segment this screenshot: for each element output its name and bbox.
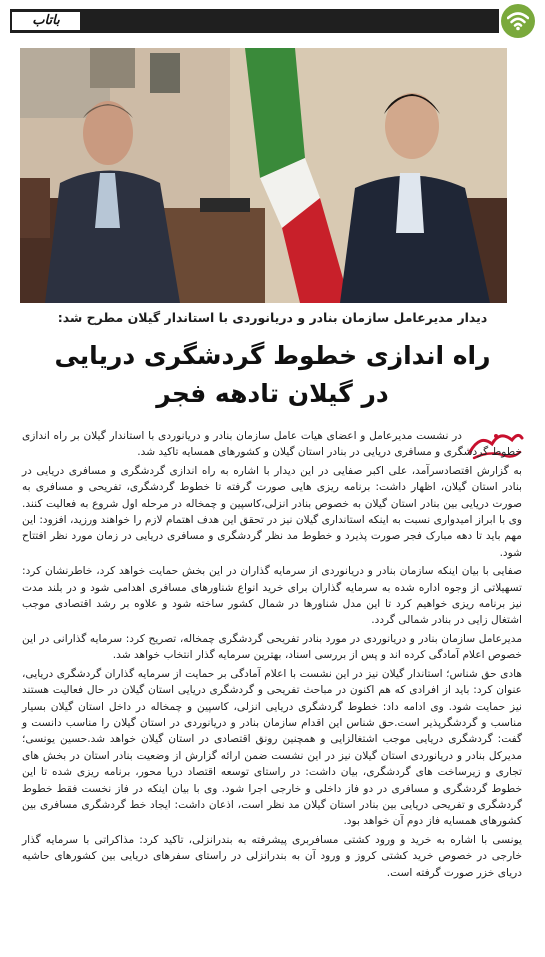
paragraph: مدیرعامل سازمان بنادر و دریانوردی در مورد بنادر تفریحی گردشگری چمخاله، تصریح کرد: سرمایه گذارانی در این خصوص اعلام آمادگی کرده اند و پس از بررسی اسناد، بهترین سرمایه گذار انتخاب خواهد شد. xyxy=(22,632,522,662)
paragraph: صفایی با بیان اینکه سازمان بنادر و دریانوردی از سرمایه گذاران در این بخش حمایت خواهد کرد، خاطرنشان کرد: تسهیلاتی از وجوه اداره شده به سرمایه گذاران برای خرید انواع شناورهای مسافری اهدامی شود و در بلند مدت نیز برنامه ریزی خواهیم کرد تا این مدل شناورها در شمال کشور ساخته شود و علاوه بر رشد اقتصادی موجب اشتغال زایی در بنادر شمالی گردد. xyxy=(22,565,522,627)
paragraph: در نشست مدیرعامل و اعضای هیات عامل سازمان بنادر و دریانوردی با استاندار گیلان بر راه اندازی خطوط گردشگری و مسافری دریایی در بنادر استان گیلان و کشورهای همسایه تاکید شد. xyxy=(22,430,522,459)
paragraph: یونسی با اشاره به خرید و ورود کشتی مسافربری پیشرفته به بندرانزلی، تاکید کرد: مذاکراتی با سرمایه گذار خارجی در خصوص خرید کشتی کروز و ورود آن به بندرانزلی در راستای سفرهای دریایی بین کشورهای حاشیه دریای خزر صورت گرفته است. xyxy=(22,833,522,879)
section-header xyxy=(10,4,535,38)
headline-line-1: راه اندازی خطوط گردشگری دریایی xyxy=(54,341,491,370)
headline xyxy=(20,337,525,413)
kicker: دیدار مدیرعامل سازمان بنادر و دریانوردی با استاندار گیلان مطرح شد: xyxy=(57,310,488,325)
photo-of-meeting xyxy=(20,48,507,303)
paragraph: هادی حق شناس؛ استاندار گیلان نیز در این نشست با اعلام آمادگی بر حمایت از سرمایه گذاران گردشگری دریایی، عنوان کرد: باید از افرادی که هم اکنون در مباحث تفریحی و گردشگری دریایی استان گیلان در حال فعالیت هستند نیز حمایت شود. وی ادامه داد: خطوط گردشگری دریایی انزلی، کاسپین و چمخاله در داخل استان گیلان بسیار مناسب و گردشگرپذیر است.حق شناس این اقدام سازمان بنادر و دریانوردی در استان گیلان را مناسب دانست و گفت: گردشگری دریایی موجب اشتغالزایی و همچنین رونق اقتصادی در استان گیلان خواهد شد.حسین یونسی؛ مدیرکل بنادر و دریانوردی استان گیلان نیز در این نشست ضمن ارائه گزارش از وضعیت بنادر استان در بخش های تجاری و زیرساخت های گردشگری، بیان داشت: در راستای توسعه اقتصاد دریا محور، برنامه ریزی شده تا این خطوط گردشگری و مسافری در دو فاز داخلی و خارجی اجرا شود. وی با بیان اینکه در فاز نخست فقط خطوط گردشگری و تفریحی دریایی بین بنادر استان گیلان مد نظر است، اذعان داشت: ایجاد خط گردشگری مسافری بین کشورهای همسایه فاز دوم آن خواهد بود. xyxy=(22,667,522,828)
headline-line-2: در گیلان تادهه فجر xyxy=(156,379,389,408)
header-bar xyxy=(10,9,499,33)
wifi-icon xyxy=(501,4,535,38)
paragraph: به گزارش اقتصادسرآمد، علی اکبر صفایی در این دیدار با اشاره به راه اندازی گردشگری و مسافری دریایی در بنادر استان گیلان، اظهار داشت: برنامه ریزی هایی صورت گرفته تا خطوط گردشگری، تفریحی و مسافری به صورت دریایی بین بنادر استان گیلان به خصوص بنادر انزلی،کاسپین و چمخاله در مرحله اول شروع به فعالیت کنند. وی با ابراز امیدواری نسبت به اینکه استانداری گیلان نیز در تحقق این هدف اهتمام لازم را خواهند ورزید، افزود: این مهم باید تا دهه مبارک فجر صورت پذیرد و خطوط مد نظر گردشگری و مسافری دریایی در زمان مورد نظر افتتاح شود. xyxy=(22,464,522,559)
article-body xyxy=(22,428,522,883)
section-tag: باتاب xyxy=(12,12,80,30)
